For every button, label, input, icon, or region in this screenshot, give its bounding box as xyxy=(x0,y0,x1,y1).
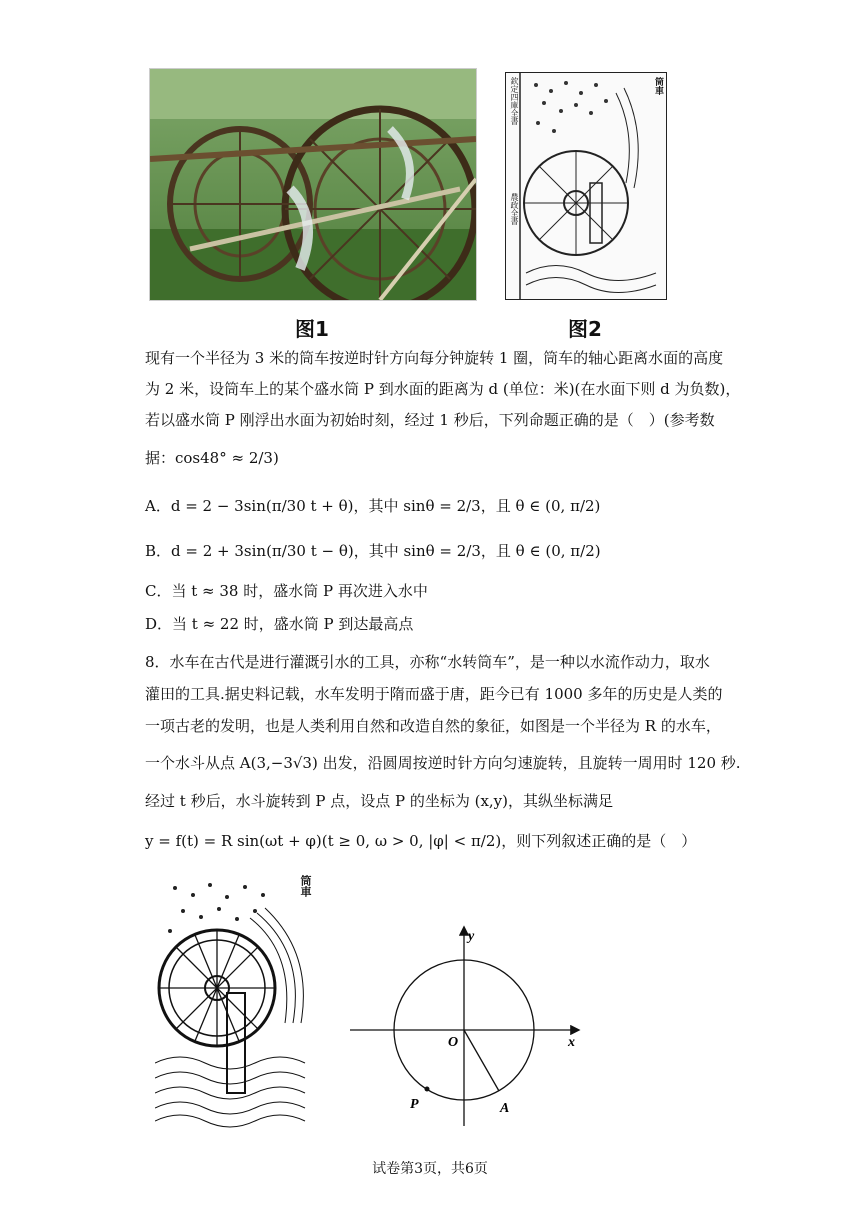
figure-2-drawing xyxy=(505,72,667,300)
figure-2-title: 筒車 xyxy=(653,77,663,95)
q8-line-4: 一个水斗从点 A(3,−3√3) 出发，沿圆周按逆时针方向匀速旋转，且旋转一周用时 120 秒. xyxy=(145,754,741,772)
q7-option-b: B．d = 2 + 3sin(π/30 t − θ)，其中 sinθ = 2/3，且 θ ∈ (0, π/2) xyxy=(145,542,601,560)
q8-line-6: y = f(t) = R sin(ωt + φ)(t ≥ 0, ω > 0, |φ| < π/2)，则下列叙述正确的是（ ） xyxy=(145,832,697,850)
axis-x-label: x xyxy=(568,1035,575,1050)
origin-label: O xyxy=(448,1035,459,1050)
coordinate-diagram xyxy=(350,920,590,1130)
axis-y-label: y xyxy=(468,929,475,944)
q8-line-3: 一项古老的发明，也是人类利用自然和改造自然的象征，如图是一个半径为 R 的水车， xyxy=(145,717,721,735)
q7-option-d: D．当 t ≈ 22 时，盛水筒 P 到达最高点 xyxy=(145,615,414,633)
point-a-label: A xyxy=(500,1101,510,1116)
radius-oa xyxy=(464,1030,499,1091)
ancient-waterwheel-drawing-icon xyxy=(155,873,313,1128)
q7-option-c: C．当 t ≈ 38 时，盛水筒 P 再次进入水中 xyxy=(145,582,428,600)
figure-2-side-text: 欽定四庫全書 xyxy=(510,77,519,125)
figure-2-caption: 图2 xyxy=(568,317,602,341)
q7-line-4: 据：cos48° ≈ 2/3) xyxy=(145,449,279,467)
q8-line-5: 经过 t 秒后，水斗旋转到 P 点，设点 P 的坐标为 (x,y)，其纵坐标满足 xyxy=(145,792,613,810)
bottom-left-title: 筒車 xyxy=(299,875,312,897)
q7-line-1: 现有一个半径为 3 米的筒车按逆时针方向每分钟旋转 1 圈，筒车的轴心距离水面的高度 xyxy=(145,349,724,367)
figure-2-side-text-2: 農政全書 xyxy=(510,193,519,225)
q7-option-a: A．d = 2 − 3sin(π/30 t + θ)，其中 sinθ = 2/3，且 θ ∈ (0, π/2) xyxy=(145,497,601,515)
figure-1-photo xyxy=(149,68,477,301)
q7-line-3: 若以盛水筒 P 刚浮出水面为初始时刻，经过 1 秒后，下列命题正确的是（ ）(参考数 xyxy=(145,411,715,429)
q7-line-2: 为 2 米，设筒车上的某个盛水筒 P 到水面的距离为 d (单位：米)(在水面下则 d 为负数)， xyxy=(145,380,741,398)
page-footer: 试卷第3页，共6页 xyxy=(372,1161,488,1177)
circle-diagram xyxy=(350,920,590,1130)
ancient-waterwheel-drawing-icon xyxy=(506,73,666,299)
waterwheel-photo-icon xyxy=(150,69,476,300)
figure-1-caption: 图1 xyxy=(295,317,329,341)
point-p-dot xyxy=(425,1087,430,1092)
bottom-left-drawing xyxy=(155,873,313,1128)
q8-line-2: 灌田的工具.据史料记载，水车发明于隋而盛于唐，距今已有 1000 多年的历史是人类的 xyxy=(145,685,723,703)
point-p-label: P xyxy=(410,1097,419,1112)
q8-line-1: 8．水车在古代是进行灌溉引水的工具，亦称“水转筒车”，是一种以水流作动力，取水 xyxy=(145,653,710,671)
